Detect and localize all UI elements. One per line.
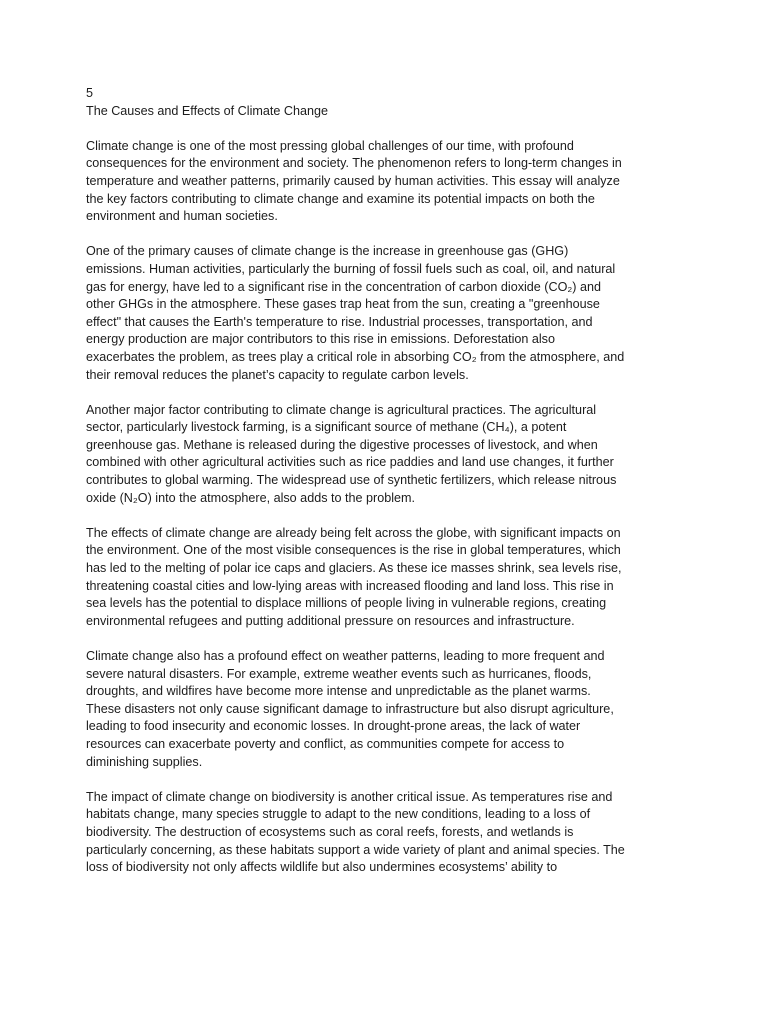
paragraph-biodiversity: The impact of climate change on biodiversity is another critical issue. As temperatures rise and habitats change, many species struggle to adapt to the new conditions, leading to a loss of biodiversity. The destruction of ecosystems such as coral reefs, forests, and wetlands is particularly concerning, as these habitats support a wide variety of plant and animal species. The loss of biodiversity not only affects wildlife but also undermines ecosystems’ ability to <box>86 789 625 875</box>
document-title: The Causes and Effects of Climate Change <box>86 103 328 118</box>
page-number: 5 <box>86 86 94 100</box>
document-body <box>86 85 626 894</box>
paragraph-introduction: Climate change is one of the most pressing global challenges of our time, with profound consequences for the environment and society. The phenomenon refers to long-term changes in temperature and weather patterns, primarily caused by human activities. This essay will analyze the key factors contributing to climate change and examine its potential impacts on both the environment and human societies. <box>86 138 622 224</box>
paragraph-weather-patterns: Climate change also has a profound effect on weather patterns, leading to more frequent and severe natural disasters. For example, extreme weather events such as hurricanes, floods, droughts, and wildfires have become more intense and unpredictable as the planet warms. These disasters not only cause significant damage to infrastructure but also disrupt agriculture, leading to food insecurity and economic losses. In drought-prone areas, the lack of water resources can exacerbate poverty and conflict, as communities compete for access to diminishing supplies. <box>86 649 614 769</box>
paragraph-ghg-emissions: One of the primary causes of climate change is the increase in greenhouse gas (GHG) emissions. Human activities, particularly the burning of fossil fuels such as coal, oil, and natural gas for energy, have led to a significant rise in the concentration of carbon dioxide (CO₂) and other GHGs in the atmosphere. These gases trap heat from the sun, creating a "greenhouse effect" that causes the Earth's temperature to rise. Industrial processes, transportation, and energy production are major contributors to this rise in emissions. Deforestation also exacerbates the problem, as trees play a critical role in absorbing CO₂ from the atmosphere, and their removal reduces the planet’s capacity to regulate carbon levels. <box>86 244 625 382</box>
paragraph-agriculture: Another major factor contributing to climate change is agricultural practices. The agricultural sector, particularly livestock farming, is a significant source of methane (CH₄), a potent greenhouse gas. Methane is released during the digestive processes of livestock, and when combined with other agricultural activities such as rice paddies and land use changes, it further contributes to global warming. The widespread use of synthetic fertilizers, which release nitrous oxide (N₂O) into the atmosphere, also adds to the problem. <box>86 402 617 505</box>
paragraph-global-temperatures: The effects of climate change are already being felt across the globe, with significant impacts on the environment. One of the most visible consequences is the rise in global temperatures, which has led to the melting of polar ice caps and glaciers. As these ice masses shrink, sea levels rise, threatening coastal cities and low-lying areas with increased flooding and land loss. This rise in sea levels has the potential to displace millions of people living in vulnerable regions, creating environmental refugees and putting additional pressure on resources and infrastructure. <box>86 525 622 628</box>
